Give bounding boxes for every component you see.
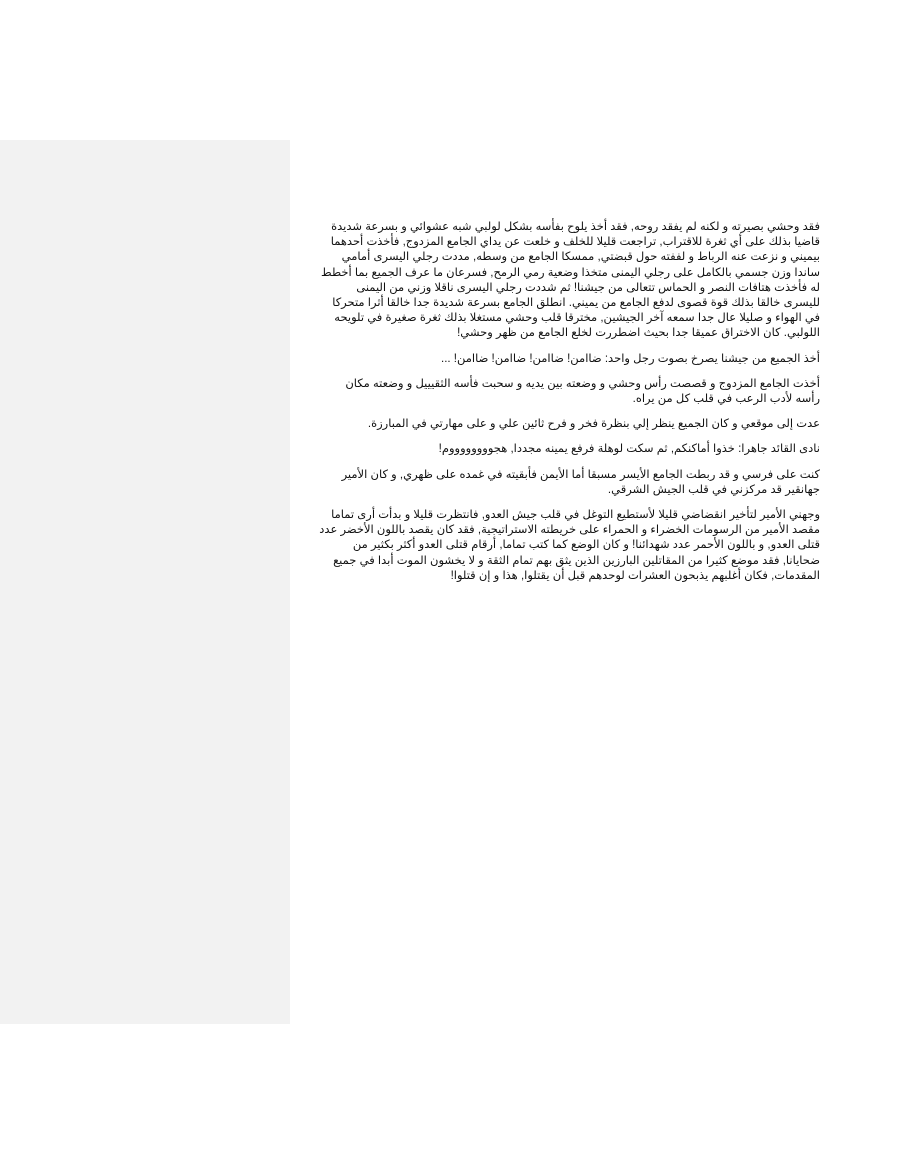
side-panel	[0, 140, 290, 1024]
paragraph: نادى القائد جاهرا: خذوا أماكنكم, ثم سكت لوهلة فرفع يمينه مجددا, هجووووووووم!	[438, 443, 820, 456]
paragraph: أخذت الجامع المزدوج و قصصت رأس وحشي و وضعته بين يديه و سحبت فأسه الثقيييل و وضعته مكان رأسه لأدب الرعب في قلب كل من يراه.	[345, 377, 820, 406]
paragraph: أخذ الجميع من جيشنا يصرخ بصوت رجل واحد: ضاامن! ضاامن! ضاامن! ضاامن! ...	[441, 352, 820, 365]
paragraph: فقد وحشي بصيرته و لكنه لم يفقد روحه, فقد أخذ يلوح بفأسه بشكل لولبي شبه عشوائي و بسرعة شديدة قاضيا بذلك على أي ثغرة للاقتراب, تراجعت قليلا للخلف و خلعت عن يداي الجامع المزدوج, فأخذت أحدهما بيميني و نزعت عنه الرباط و لففته حول قبضتي, ممسكا الجامع من وسطه, مددت رجلي اليسرى أمامي ساندا وزن جسمي بالكامل على رجلي اليمنى متخذا وضعية رمي الرمح, فسرعان ما عرف الجميع بما أخطط له فأخذت هتافات النصر و الحماس تتعالى من جيشنا! ثم شددت رجلي اليسرى ناقلا وزني من اليمنى لليسرى خالقا بذلك قوة قصوى لدفع الجامع من يميني. انطلق الجامع بسرعة شديدة جدا خالقا أثرا متحركا في الهواء و صليلا عال جدا سمعه آخر الجيشين, مخترقا قلب وحشي مستغلا بذلك ثغرة صغيرة في تلويحه اللولبي. كان الاختراق عميقا جدا بحيث اضطررت لخلع الجامع من ظهر وحشي!	[321, 221, 820, 340]
paragraph: وجهني الأمير لتأخير انقضاضي قليلا لأستطيع التوغل في قلب جيش العدو, فانتظرت قليلا و بدأت أرى تماما مقصد الأمير من الرسومات الخضراء و الحمراء على خريطته الاستراتيجية, فقد كان يقصد باللون الأخضر عدد قتلى العدو, و باللون الأحمر عدد شهدائنا! و كان الوضع كما كتب تماما, أرقام قتلى العدو أكثر بكثير من ضحايانا, فقد موضع كثيرا من المقاتلين البارزين الذين يثق بهم تمام الثقة و لا يخشون الموت أبدا في جميع المقدمات, فكان أغلبهم يذبحون العشرات لوحدهم قبل أن يقتلوا, هذا و إن قتلوا!	[319, 509, 820, 582]
paragraph: كنت على فرسي و قد ربطت الجامع الأيسر مسبقا أما الأيمن فأبقيته في غمده على ظهري, و كان الأمير جهانقير قد مركزني في قلب الجيش الشرقي.	[341, 468, 820, 496]
document-text	[318, 220, 820, 594]
paragraph: عدت إلى موقعي و كان الجميع ينظر إلي بنظرة فخر و فرح ثائين علي و على مهارتي في المبارزة.	[367, 418, 820, 431]
